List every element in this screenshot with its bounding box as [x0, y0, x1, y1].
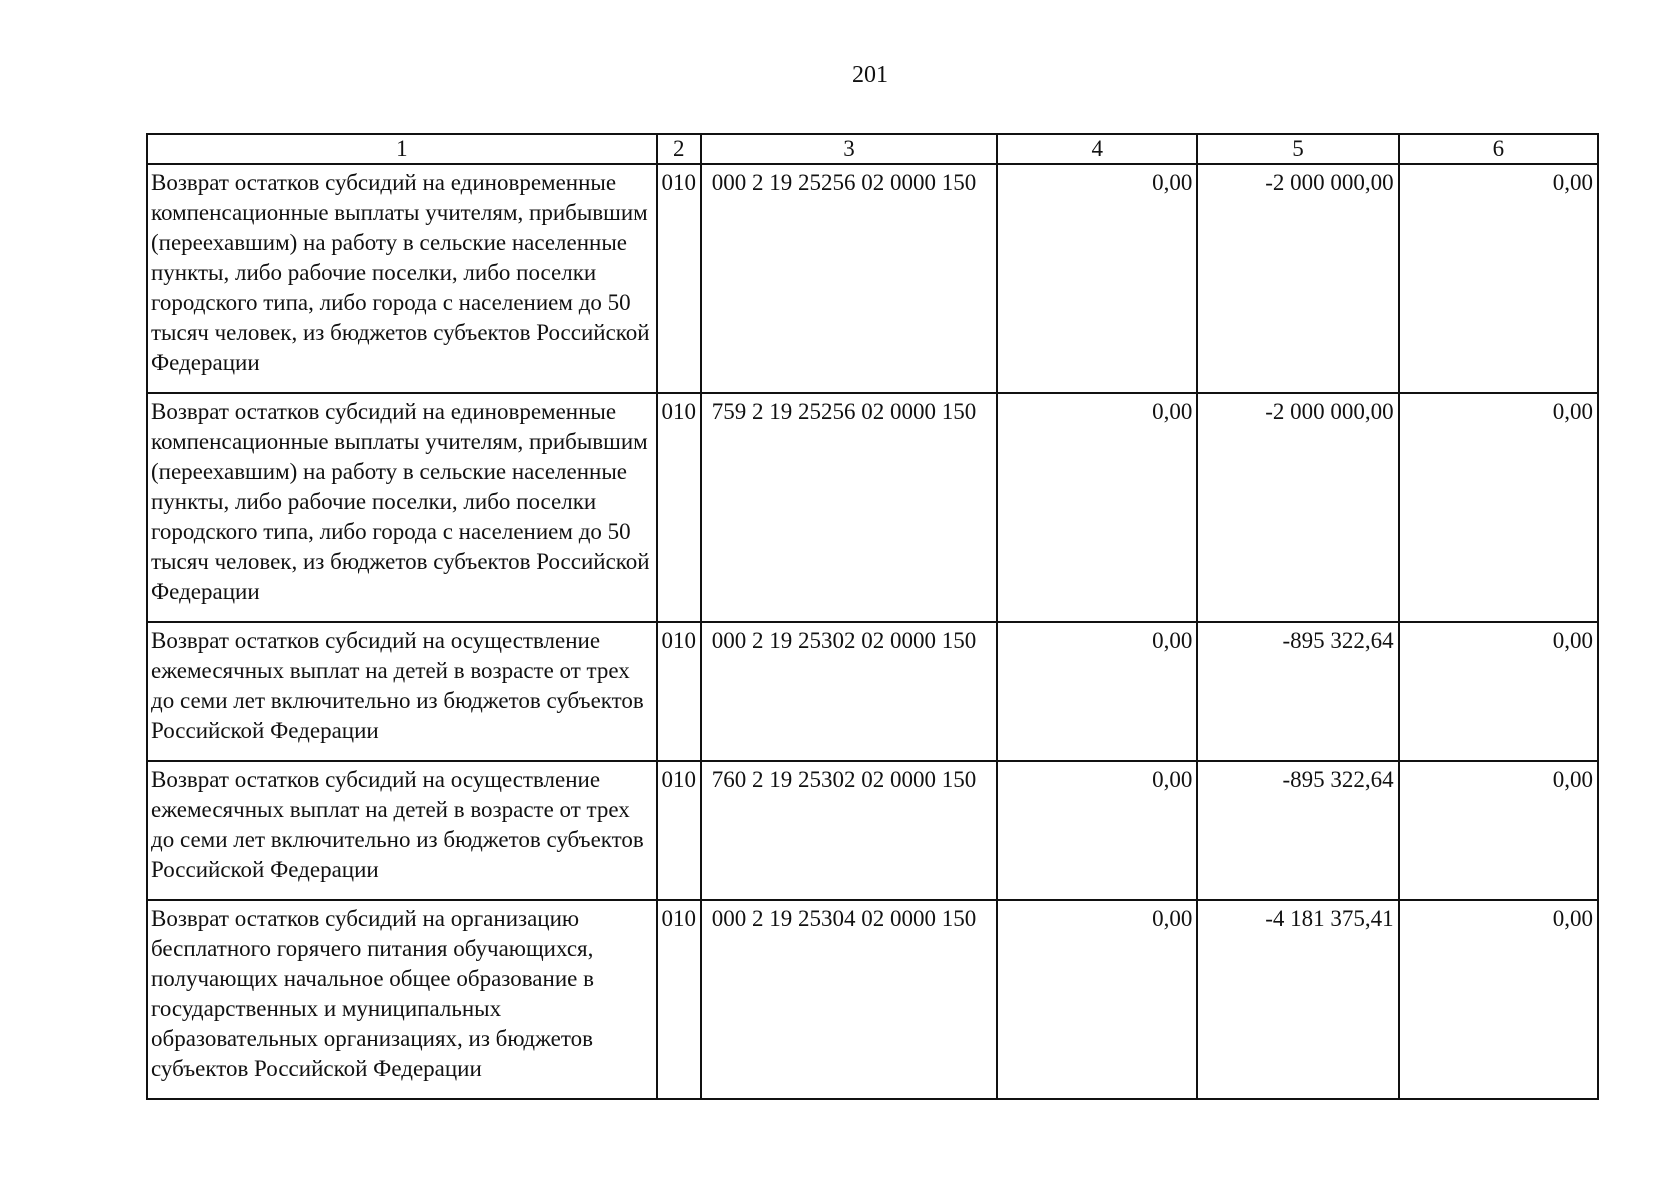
row-value-col6: 0,00 — [1399, 761, 1598, 900]
row-value-col6: 0,00 — [1399, 393, 1598, 622]
column-header-6: 6 — [1399, 134, 1598, 164]
row-value-col5: -2 000 000,00 — [1197, 164, 1398, 393]
table-body — [147, 164, 1598, 1099]
table-row — [147, 622, 1598, 761]
row-value-col5: -4 181 375,41 — [1197, 900, 1398, 1099]
row-value-col4: 0,00 — [997, 393, 1197, 622]
row-description: Возврат остатков субсидий на осуществление ежемесячных выплат на детей в возрасте от трех до семи лет включительно из бюджетов субъектов Российской Федерации — [147, 761, 657, 900]
row-value-col5: -895 322,64 — [1197, 622, 1398, 761]
row-description: Возврат остатков субсидий на единовременные компенсационные выплаты учителям, прибывшим (переехавшим) на работу в сельские населенные пункты, либо рабочие поселки, либо поселки городского типа, либо города с населением до 50 тысяч человек, из бюджетов субъектов Российской Федерации — [147, 164, 657, 393]
row-budget-code: 000 2 19 25302 02 0000 150 — [701, 622, 997, 761]
row-line-code: 010 — [657, 164, 701, 393]
row-value-col6: 0,00 — [1399, 164, 1598, 393]
budget-table — [146, 133, 1599, 1100]
column-header-2: 2 — [657, 134, 701, 164]
row-line-code: 010 — [657, 393, 701, 622]
row-value-col6: 0,00 — [1399, 900, 1598, 1099]
row-value-col4: 0,00 — [997, 164, 1197, 393]
page-number: 201 — [852, 62, 888, 88]
table-row — [147, 761, 1598, 900]
row-budget-code: 000 2 19 25304 02 0000 150 — [701, 900, 997, 1099]
row-line-code: 010 — [657, 761, 701, 900]
column-header-5: 5 — [1197, 134, 1398, 164]
row-value-col6: 0,00 — [1399, 622, 1598, 761]
row-value-col5: -895 322,64 — [1197, 761, 1398, 900]
row-description: Возврат остатков субсидий на организацию бесплатного горячего питания обучающихся, получающих начальное общее образование в государственных и муниципальных образовательных организациях, из бюджетов субъектов Российской Федерации — [147, 900, 657, 1099]
column-header-3: 3 — [701, 134, 997, 164]
table-header — [147, 134, 1598, 164]
row-value-col5: -2 000 000,00 — [1197, 393, 1398, 622]
row-budget-code: 760 2 19 25302 02 0000 150 — [701, 761, 997, 900]
row-description: Возврат остатков субсидий на единовременные компенсационные выплаты учителям, прибывшим (переехавшим) на работу в сельские населенные пункты, либо рабочие поселки, либо поселки городского типа, либо города с населением до 50 тысяч человек, из бюджетов субъектов Российской Федерации — [147, 393, 657, 622]
table-row — [147, 164, 1598, 393]
row-value-col4: 0,00 — [997, 761, 1197, 900]
column-header-4: 4 — [997, 134, 1197, 164]
row-line-code: 010 — [657, 900, 701, 1099]
row-budget-code: 000 2 19 25256 02 0000 150 — [701, 164, 997, 393]
header-row — [147, 134, 1598, 164]
row-value-col4: 0,00 — [997, 900, 1197, 1099]
row-description: Возврат остатков субсидий на осуществление ежемесячных выплат на детей в возрасте от трех до семи лет включительно из бюджетов субъектов Российской Федерации — [147, 622, 657, 761]
table-row — [147, 900, 1598, 1099]
row-line-code: 010 — [657, 622, 701, 761]
row-budget-code: 759 2 19 25256 02 0000 150 — [701, 393, 997, 622]
row-value-col4: 0,00 — [997, 622, 1197, 761]
column-header-1: 1 — [147, 134, 657, 164]
table-row — [147, 393, 1598, 622]
